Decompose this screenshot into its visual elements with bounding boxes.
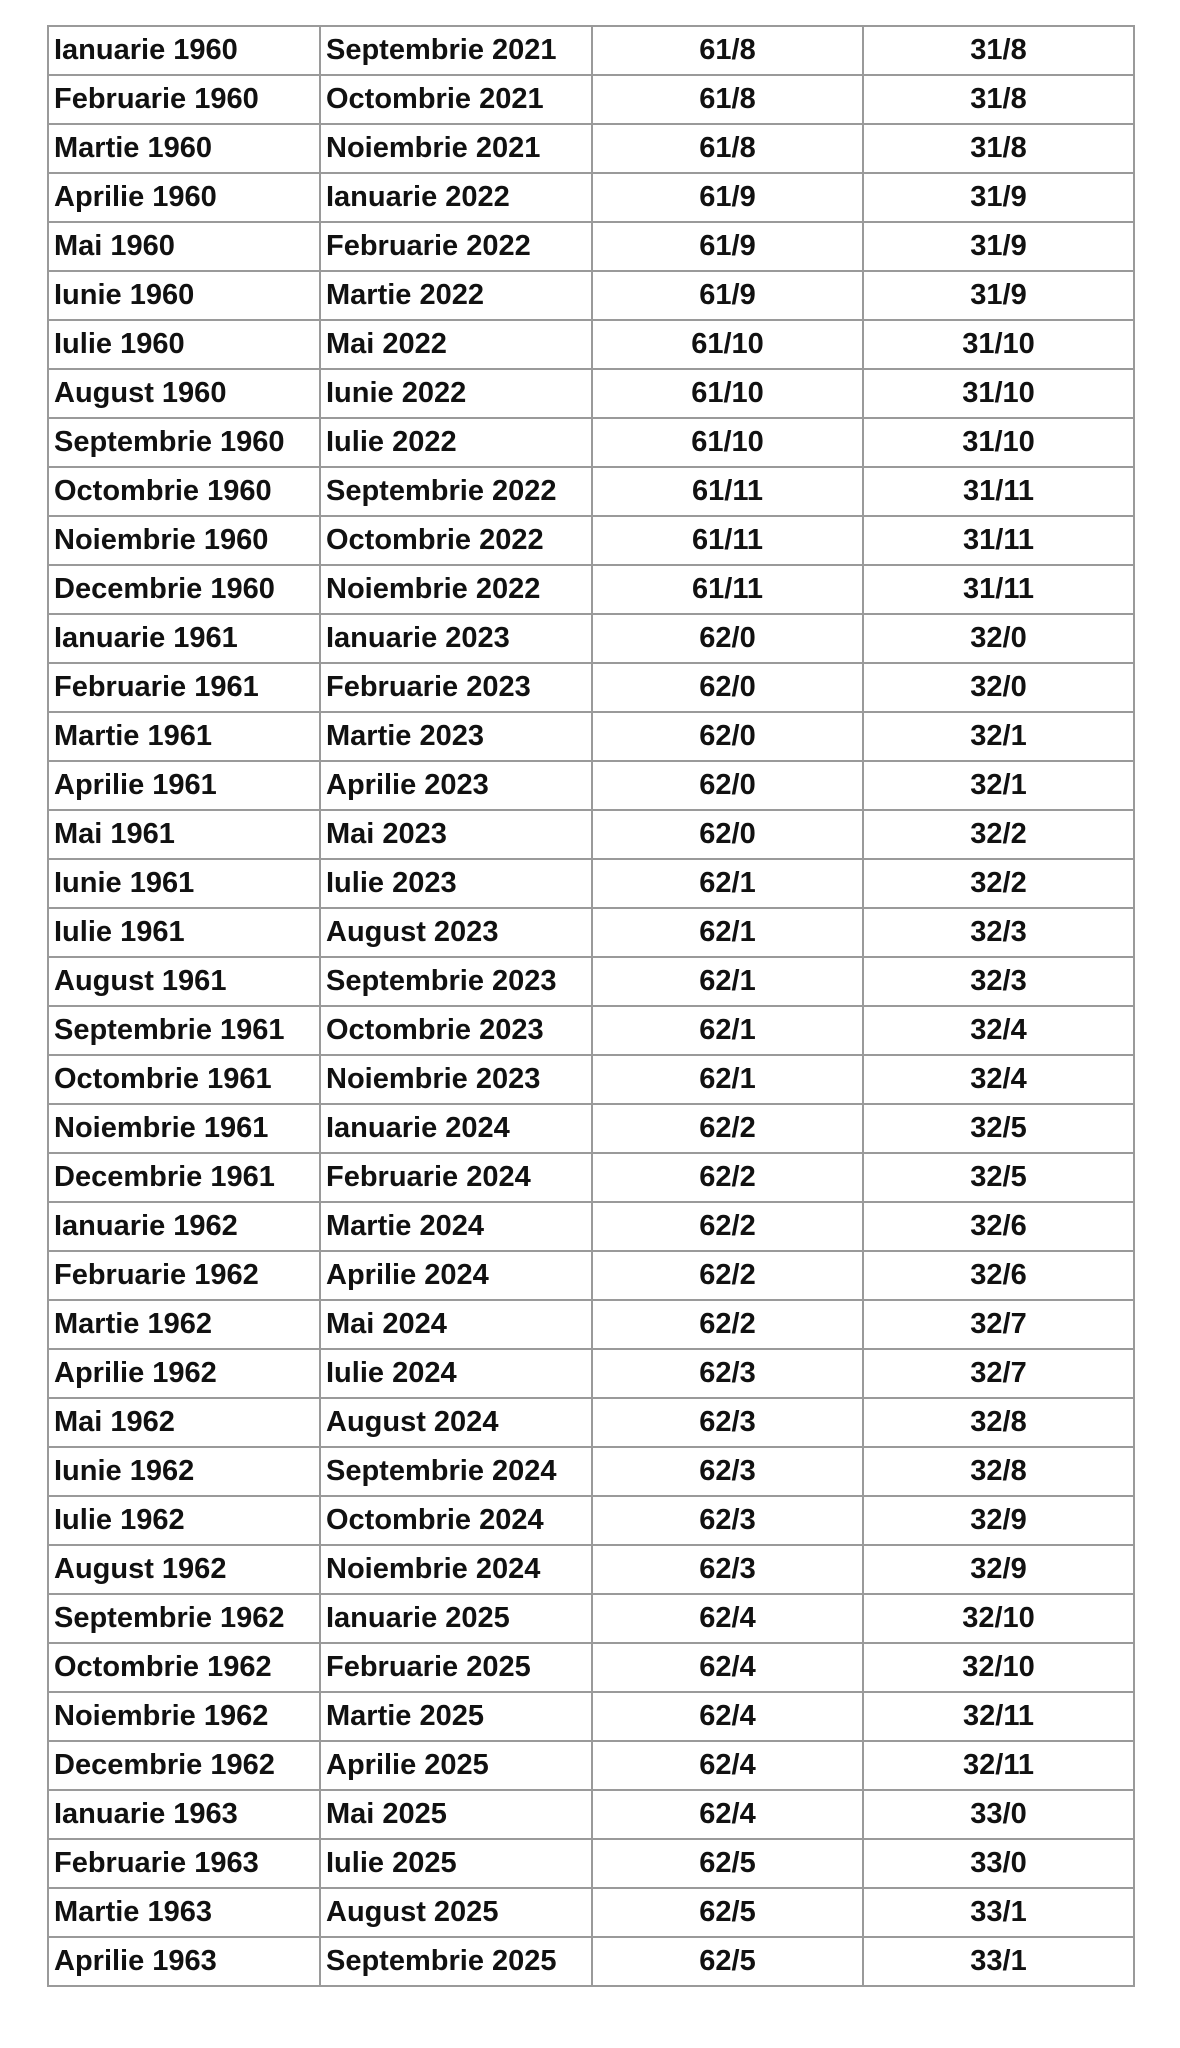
birth-month-cell: Februarie 1961 bbox=[48, 663, 320, 712]
standard-age-cell: 61/9 bbox=[592, 271, 863, 320]
birth-month-cell: Octombrie 1962 bbox=[48, 1643, 320, 1692]
contribution-period-cell: 32/6 bbox=[863, 1251, 1134, 1300]
table-row bbox=[48, 271, 1134, 320]
table-row bbox=[48, 320, 1134, 369]
retirement-month-cell: Februarie 2022 bbox=[320, 222, 592, 271]
retirement-month-cell: Septembrie 2024 bbox=[320, 1447, 592, 1496]
birth-month-cell: August 1960 bbox=[48, 369, 320, 418]
retirement-month-cell: Ianuarie 2023 bbox=[320, 614, 592, 663]
standard-age-cell: 61/9 bbox=[592, 222, 863, 271]
contribution-period-cell: 32/4 bbox=[863, 1055, 1134, 1104]
retirement-month-cell: Septembrie 2023 bbox=[320, 957, 592, 1006]
contribution-period-cell: 31/8 bbox=[863, 26, 1134, 75]
contribution-period-cell: 32/9 bbox=[863, 1545, 1134, 1594]
table-row bbox=[48, 761, 1134, 810]
contribution-period-cell: 31/8 bbox=[863, 124, 1134, 173]
contribution-period-cell: 31/8 bbox=[863, 75, 1134, 124]
standard-age-cell: 61/8 bbox=[592, 26, 863, 75]
standard-age-cell: 62/2 bbox=[592, 1202, 863, 1251]
standard-age-cell: 62/4 bbox=[592, 1692, 863, 1741]
contribution-period-cell: 32/7 bbox=[863, 1349, 1134, 1398]
retirement-month-cell: Aprilie 2024 bbox=[320, 1251, 592, 1300]
standard-age-cell: 62/1 bbox=[592, 908, 863, 957]
table-row bbox=[48, 75, 1134, 124]
retirement-month-cell: Ianuarie 2024 bbox=[320, 1104, 592, 1153]
retirement-month-cell: August 2025 bbox=[320, 1888, 592, 1937]
contribution-period-cell: 31/10 bbox=[863, 320, 1134, 369]
retirement-month-cell: Octombrie 2022 bbox=[320, 516, 592, 565]
table-row bbox=[48, 1398, 1134, 1447]
birth-month-cell: Iulie 1960 bbox=[48, 320, 320, 369]
birth-month-cell: Aprilie 1963 bbox=[48, 1937, 320, 1986]
retirement-month-cell: Octombrie 2024 bbox=[320, 1496, 592, 1545]
retirement-month-cell: Noiembrie 2021 bbox=[320, 124, 592, 173]
standard-age-cell: 62/5 bbox=[592, 1888, 863, 1937]
birth-month-cell: Octombrie 1961 bbox=[48, 1055, 320, 1104]
contribution-period-cell: 33/0 bbox=[863, 1790, 1134, 1839]
retirement-month-cell: Mai 2023 bbox=[320, 810, 592, 859]
standard-age-cell: 62/3 bbox=[592, 1447, 863, 1496]
contribution-period-cell: 31/11 bbox=[863, 565, 1134, 614]
birth-month-cell: Februarie 1960 bbox=[48, 75, 320, 124]
birth-month-cell: Martie 1960 bbox=[48, 124, 320, 173]
birth-month-cell: Ianuarie 1961 bbox=[48, 614, 320, 663]
standard-age-cell: 62/2 bbox=[592, 1153, 863, 1202]
birth-month-cell: Octombrie 1960 bbox=[48, 467, 320, 516]
standard-age-cell: 62/0 bbox=[592, 810, 863, 859]
table-row bbox=[48, 1643, 1134, 1692]
standard-age-cell: 62/1 bbox=[592, 1006, 863, 1055]
retirement-month-cell: Septembrie 2025 bbox=[320, 1937, 592, 1986]
standard-age-cell: 61/10 bbox=[592, 418, 863, 467]
table-row bbox=[48, 1349, 1134, 1398]
birth-month-cell: Decembrie 1961 bbox=[48, 1153, 320, 1202]
table-row bbox=[48, 1839, 1134, 1888]
contribution-period-cell: 32/5 bbox=[863, 1104, 1134, 1153]
table-row bbox=[48, 1006, 1134, 1055]
standard-age-cell: 62/0 bbox=[592, 712, 863, 761]
standard-age-cell: 62/2 bbox=[592, 1104, 863, 1153]
table-row bbox=[48, 173, 1134, 222]
standard-age-cell: 62/2 bbox=[592, 1300, 863, 1349]
standard-age-cell: 61/11 bbox=[592, 467, 863, 516]
standard-age-cell: 62/5 bbox=[592, 1937, 863, 1986]
retirement-month-cell: Martie 2023 bbox=[320, 712, 592, 761]
standard-age-cell: 62/4 bbox=[592, 1790, 863, 1839]
retirement-month-cell: Octombrie 2023 bbox=[320, 1006, 592, 1055]
table-row bbox=[48, 1055, 1134, 1104]
contribution-period-cell: 31/9 bbox=[863, 271, 1134, 320]
retirement-month-cell: Octombrie 2021 bbox=[320, 75, 592, 124]
retirement-month-cell: Mai 2024 bbox=[320, 1300, 592, 1349]
standard-age-cell: 62/3 bbox=[592, 1398, 863, 1447]
table-row bbox=[48, 1545, 1134, 1594]
table-row bbox=[48, 1741, 1134, 1790]
contribution-period-cell: 32/5 bbox=[863, 1153, 1134, 1202]
birth-month-cell: Decembrie 1960 bbox=[48, 565, 320, 614]
retirement-month-cell: Februarie 2024 bbox=[320, 1153, 592, 1202]
retirement-month-cell: Aprilie 2023 bbox=[320, 761, 592, 810]
table-row bbox=[48, 663, 1134, 712]
retirement-month-cell: Septembrie 2021 bbox=[320, 26, 592, 75]
retirement-month-cell: Iulie 2025 bbox=[320, 1839, 592, 1888]
table-row bbox=[48, 1594, 1134, 1643]
standard-age-cell: 61/10 bbox=[592, 369, 863, 418]
birth-month-cell: Septembrie 1961 bbox=[48, 1006, 320, 1055]
birth-month-cell: August 1962 bbox=[48, 1545, 320, 1594]
standard-age-cell: 61/10 bbox=[592, 320, 863, 369]
contribution-period-cell: 32/3 bbox=[863, 957, 1134, 1006]
birth-month-cell: August 1961 bbox=[48, 957, 320, 1006]
contribution-period-cell: 32/0 bbox=[863, 614, 1134, 663]
birth-month-cell: Mai 1961 bbox=[48, 810, 320, 859]
retirement-month-cell: Februarie 2023 bbox=[320, 663, 592, 712]
retirement-month-cell: Ianuarie 2025 bbox=[320, 1594, 592, 1643]
birth-month-cell: Noiembrie 1962 bbox=[48, 1692, 320, 1741]
retirement-month-cell: Mai 2025 bbox=[320, 1790, 592, 1839]
contribution-period-cell: 32/9 bbox=[863, 1496, 1134, 1545]
retirement-month-cell: Martie 2025 bbox=[320, 1692, 592, 1741]
contribution-period-cell: 32/1 bbox=[863, 761, 1134, 810]
contribution-period-cell: 32/0 bbox=[863, 663, 1134, 712]
retirement-month-cell: Noiembrie 2024 bbox=[320, 1545, 592, 1594]
standard-age-cell: 62/3 bbox=[592, 1349, 863, 1398]
standard-age-cell: 62/2 bbox=[592, 1251, 863, 1300]
birth-month-cell: Decembrie 1962 bbox=[48, 1741, 320, 1790]
contribution-period-cell: 31/11 bbox=[863, 467, 1134, 516]
table-row bbox=[48, 124, 1134, 173]
birth-month-cell: Martie 1963 bbox=[48, 1888, 320, 1937]
contribution-period-cell: 31/10 bbox=[863, 369, 1134, 418]
standard-age-cell: 62/0 bbox=[592, 761, 863, 810]
retirement-month-cell: Aprilie 2025 bbox=[320, 1741, 592, 1790]
standard-age-cell: 62/5 bbox=[592, 1839, 863, 1888]
table-row bbox=[48, 418, 1134, 467]
standard-age-cell: 61/8 bbox=[592, 124, 863, 173]
standard-age-cell: 61/9 bbox=[592, 173, 863, 222]
retirement-month-cell: Februarie 2025 bbox=[320, 1643, 592, 1692]
table-row bbox=[48, 614, 1134, 663]
birth-month-cell: Noiembrie 1960 bbox=[48, 516, 320, 565]
table-row bbox=[48, 1153, 1134, 1202]
table-row bbox=[48, 1447, 1134, 1496]
birth-month-cell: Ianuarie 1963 bbox=[48, 1790, 320, 1839]
table-body bbox=[48, 26, 1134, 1986]
standard-age-cell: 62/3 bbox=[592, 1545, 863, 1594]
table-row bbox=[48, 1496, 1134, 1545]
retirement-month-cell: Iulie 2023 bbox=[320, 859, 592, 908]
table-row bbox=[48, 908, 1134, 957]
retirement-month-cell: Ianuarie 2022 bbox=[320, 173, 592, 222]
table-row bbox=[48, 1202, 1134, 1251]
contribution-period-cell: 33/0 bbox=[863, 1839, 1134, 1888]
table-row bbox=[48, 1888, 1134, 1937]
contribution-period-cell: 32/8 bbox=[863, 1398, 1134, 1447]
table-row bbox=[48, 26, 1134, 75]
standard-age-cell: 62/3 bbox=[592, 1496, 863, 1545]
contribution-period-cell: 31/11 bbox=[863, 516, 1134, 565]
birth-month-cell: Iunie 1962 bbox=[48, 1447, 320, 1496]
retirement-month-cell: Martie 2022 bbox=[320, 271, 592, 320]
standard-age-cell: 61/11 bbox=[592, 565, 863, 614]
retirement-month-cell: Mai 2022 bbox=[320, 320, 592, 369]
contribution-period-cell: 32/2 bbox=[863, 859, 1134, 908]
table-row bbox=[48, 1251, 1134, 1300]
table-row bbox=[48, 712, 1134, 761]
retirement-month-cell: August 2024 bbox=[320, 1398, 592, 1447]
contribution-period-cell: 33/1 bbox=[863, 1888, 1134, 1937]
contribution-period-cell: 32/2 bbox=[863, 810, 1134, 859]
birth-month-cell: Ianuarie 1962 bbox=[48, 1202, 320, 1251]
birth-month-cell: Septembrie 1962 bbox=[48, 1594, 320, 1643]
birth-month-cell: Februarie 1962 bbox=[48, 1251, 320, 1300]
birth-month-cell: Mai 1960 bbox=[48, 222, 320, 271]
contribution-period-cell: 32/11 bbox=[863, 1741, 1134, 1790]
table-row bbox=[48, 467, 1134, 516]
retirement-month-cell: Noiembrie 2022 bbox=[320, 565, 592, 614]
contribution-period-cell: 32/8 bbox=[863, 1447, 1134, 1496]
contribution-period-cell: 32/4 bbox=[863, 1006, 1134, 1055]
standard-age-cell: 62/1 bbox=[592, 1055, 863, 1104]
contribution-period-cell: 33/1 bbox=[863, 1937, 1134, 1986]
standard-age-cell: 62/1 bbox=[592, 859, 863, 908]
standard-age-cell: 62/4 bbox=[592, 1741, 863, 1790]
contribution-period-cell: 32/10 bbox=[863, 1594, 1134, 1643]
standard-age-cell: 62/1 bbox=[592, 957, 863, 1006]
contribution-period-cell: 32/3 bbox=[863, 908, 1134, 957]
standard-age-cell: 62/4 bbox=[592, 1643, 863, 1692]
table-row bbox=[48, 1692, 1134, 1741]
retirement-month-cell: August 2023 bbox=[320, 908, 592, 957]
table-row bbox=[48, 1104, 1134, 1153]
birth-month-cell: Martie 1962 bbox=[48, 1300, 320, 1349]
standard-age-cell: 61/11 bbox=[592, 516, 863, 565]
birth-month-cell: Ianuarie 1960 bbox=[48, 26, 320, 75]
retirement-month-cell: Martie 2024 bbox=[320, 1202, 592, 1251]
birth-month-cell: Septembrie 1960 bbox=[48, 418, 320, 467]
birth-month-cell: Martie 1961 bbox=[48, 712, 320, 761]
table-row bbox=[48, 1790, 1134, 1839]
table-row bbox=[48, 1937, 1134, 1986]
contribution-period-cell: 32/1 bbox=[863, 712, 1134, 761]
birth-month-cell: Iulie 1962 bbox=[48, 1496, 320, 1545]
contribution-period-cell: 32/11 bbox=[863, 1692, 1134, 1741]
standard-age-cell: 61/8 bbox=[592, 75, 863, 124]
birth-month-cell: Iunie 1960 bbox=[48, 271, 320, 320]
standard-age-cell: 62/0 bbox=[592, 663, 863, 712]
birth-month-cell: Noiembrie 1961 bbox=[48, 1104, 320, 1153]
birth-month-cell: Iunie 1961 bbox=[48, 859, 320, 908]
table-row bbox=[48, 859, 1134, 908]
table-row bbox=[48, 810, 1134, 859]
retirement-month-cell: Noiembrie 2023 bbox=[320, 1055, 592, 1104]
pension-age-table bbox=[47, 25, 1135, 1987]
contribution-period-cell: 31/10 bbox=[863, 418, 1134, 467]
contribution-period-cell: 31/9 bbox=[863, 222, 1134, 271]
standard-age-cell: 62/4 bbox=[592, 1594, 863, 1643]
table-row bbox=[48, 369, 1134, 418]
contribution-period-cell: 32/6 bbox=[863, 1202, 1134, 1251]
birth-month-cell: Februarie 1963 bbox=[48, 1839, 320, 1888]
contribution-period-cell: 31/9 bbox=[863, 173, 1134, 222]
retirement-month-cell: Iunie 2022 bbox=[320, 369, 592, 418]
table-row bbox=[48, 222, 1134, 271]
table-row bbox=[48, 957, 1134, 1006]
birth-month-cell: Mai 1962 bbox=[48, 1398, 320, 1447]
retirement-month-cell: Iulie 2022 bbox=[320, 418, 592, 467]
retirement-month-cell: Septembrie 2022 bbox=[320, 467, 592, 516]
table-row bbox=[48, 565, 1134, 614]
birth-month-cell: Aprilie 1961 bbox=[48, 761, 320, 810]
contribution-period-cell: 32/10 bbox=[863, 1643, 1134, 1692]
retirement-month-cell: Iulie 2024 bbox=[320, 1349, 592, 1398]
birth-month-cell: Aprilie 1962 bbox=[48, 1349, 320, 1398]
contribution-period-cell: 32/7 bbox=[863, 1300, 1134, 1349]
birth-month-cell: Aprilie 1960 bbox=[48, 173, 320, 222]
standard-age-cell: 62/0 bbox=[592, 614, 863, 663]
birth-month-cell: Iulie 1961 bbox=[48, 908, 320, 957]
table-row bbox=[48, 1300, 1134, 1349]
table-row bbox=[48, 516, 1134, 565]
pension-age-table-container bbox=[47, 25, 1135, 1987]
